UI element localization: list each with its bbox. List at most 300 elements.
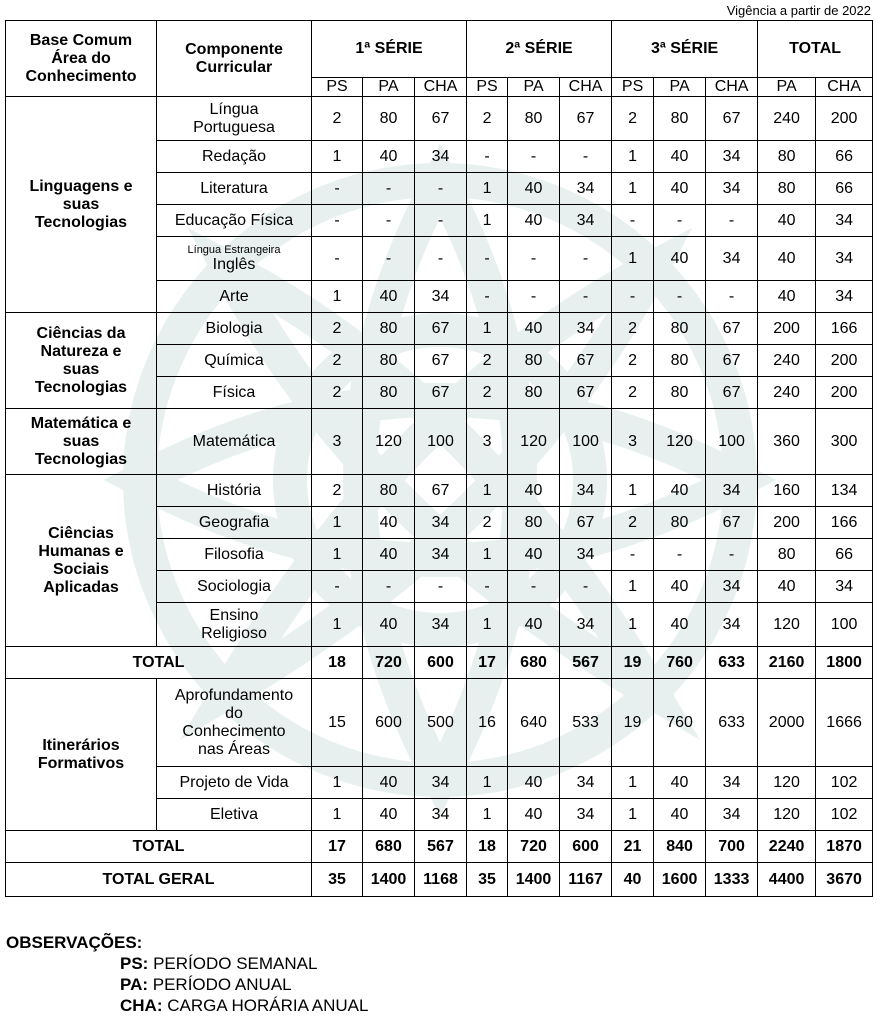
value-cell — [508, 409, 560, 475]
value-cell — [467, 507, 508, 539]
cell-line: Sociologia — [197, 577, 271, 595]
cell-value: 680 — [520, 653, 547, 671]
cell-value: - — [437, 211, 444, 229]
cell-value: 533 — [572, 713, 599, 731]
total-value — [706, 647, 758, 679]
cell-value: 34 — [576, 481, 595, 499]
cell-value: 1 — [332, 147, 342, 165]
area-cell — [6, 679, 157, 831]
table-row — [6, 679, 873, 767]
total-value — [560, 863, 612, 897]
cell-value: 1870 — [826, 837, 862, 855]
cell-line: Ciências da — [36, 324, 126, 342]
cell-value: 40 — [777, 287, 796, 305]
componente-cell — [157, 475, 312, 507]
cell-value: 67 — [431, 481, 450, 499]
cell-value: 34 — [431, 805, 450, 823]
total-value — [467, 831, 508, 863]
cell-value: 2160 — [768, 653, 805, 671]
cell-value: 120 — [773, 615, 800, 633]
cell-value: 34 — [722, 577, 741, 595]
cell-value: - — [530, 249, 537, 267]
value-cell — [758, 799, 816, 831]
cell-value: 67 — [722, 383, 741, 401]
value-cell — [508, 475, 560, 507]
cell-value: 40 — [777, 249, 796, 267]
value-cell — [508, 571, 560, 603]
area-cell — [6, 475, 157, 647]
cell-value: PS — [621, 78, 644, 95]
cell-value: 80 — [777, 545, 796, 563]
value-cell — [612, 141, 654, 173]
value-cell — [816, 313, 873, 345]
value-cell — [415, 409, 467, 475]
cell-value: 2 — [628, 383, 638, 401]
cell-value: 40 — [670, 577, 689, 595]
cell-value: - — [484, 147, 490, 165]
value-cell — [363, 507, 415, 539]
cell-value: 2 — [628, 109, 638, 127]
cell-value: 680 — [375, 837, 402, 855]
value-cell — [363, 205, 415, 237]
cell-value: 34 — [576, 615, 595, 633]
cell-value: 200 — [773, 513, 800, 531]
subheader-ps — [467, 78, 508, 97]
cell-value: 120 — [520, 432, 547, 450]
cell-value: 34 — [576, 179, 595, 197]
value-cell — [560, 377, 612, 409]
cell-value: 80 — [777, 179, 796, 197]
cell-value: - — [676, 287, 683, 305]
observation-pa: PA: PERÍODO ANUAL — [120, 975, 292, 994]
value-cell — [654, 539, 706, 571]
cell-line: Tecnologias — [34, 450, 128, 468]
cell-value: 40 — [379, 773, 398, 791]
cell-value: 40 — [670, 805, 689, 823]
value-cell — [508, 141, 560, 173]
cell-value: TOTAL — [132, 653, 185, 671]
cell-value: 40 — [379, 287, 398, 305]
cell-value: - — [582, 577, 589, 595]
cell-value: 67 — [576, 383, 595, 401]
value-cell — [508, 767, 560, 799]
value-cell — [467, 173, 508, 205]
value-cell — [467, 237, 508, 281]
cell-value: CHA — [423, 78, 458, 95]
cell-value: 102 — [830, 805, 858, 823]
total-value — [312, 863, 363, 897]
cell-value: 1 — [628, 805, 638, 823]
value-cell — [415, 173, 467, 205]
value-cell — [415, 281, 467, 313]
value-cell — [654, 205, 706, 237]
cell-value: 1 — [332, 773, 342, 791]
componente-cell — [157, 539, 312, 571]
cell-value: 16 — [478, 713, 496, 731]
value-cell — [560, 679, 612, 767]
value-cell — [706, 507, 758, 539]
value-cell — [758, 345, 816, 377]
cell-value: 240 — [773, 351, 800, 369]
total-value — [706, 831, 758, 863]
cell-value: 40 — [524, 319, 543, 337]
value-cell — [560, 603, 612, 647]
cell-line: Biologia — [205, 319, 263, 337]
cell-value: 2 — [628, 513, 638, 531]
cell-value: 1 — [332, 513, 342, 531]
value-cell — [816, 507, 873, 539]
cell-line: Linguagens e — [29, 177, 133, 195]
value-cell — [312, 767, 363, 799]
total-value — [816, 863, 873, 897]
value-cell — [467, 313, 508, 345]
componente-cell — [157, 603, 312, 647]
value-cell — [706, 237, 758, 281]
value-cell — [560, 507, 612, 539]
value-cell — [706, 767, 758, 799]
cell-line: História — [206, 481, 262, 499]
cell-value: 80 — [379, 109, 398, 127]
cell-value: - — [629, 545, 636, 563]
cell-value: - — [437, 249, 444, 267]
cell-line: Conhecimento — [182, 722, 286, 740]
cell-value: PA — [669, 78, 690, 95]
cell-value: 633 — [718, 653, 745, 671]
cell-value: 34 — [722, 615, 741, 633]
cell-value: 40 — [379, 545, 398, 563]
value-cell — [816, 281, 873, 313]
value-cell — [508, 205, 560, 237]
cell-value: - — [437, 179, 444, 197]
value-cell — [612, 281, 654, 313]
value-cell — [758, 141, 816, 173]
cell-value: 160 — [773, 481, 800, 499]
componente-cell — [157, 97, 312, 141]
cell-value: 1 — [628, 773, 638, 791]
total-row — [6, 831, 873, 863]
componente-cell — [157, 141, 312, 173]
cell-value: 1600 — [661, 870, 698, 888]
total-value — [415, 831, 467, 863]
cell-line: Área do — [51, 49, 111, 67]
total-value — [312, 831, 363, 863]
cell-value: 66 — [835, 179, 853, 197]
componente-cell — [157, 679, 312, 767]
total-value — [758, 647, 816, 679]
cell-value: 40 — [670, 179, 689, 197]
cell-line: Matemática e — [30, 414, 132, 432]
cell-value: 1 — [628, 481, 638, 499]
total-value — [758, 863, 816, 897]
value-cell — [415, 539, 467, 571]
total-value — [467, 863, 508, 897]
value-cell — [816, 173, 873, 205]
cell-value: 34 — [576, 545, 595, 563]
value-cell — [816, 767, 873, 799]
value-cell — [706, 603, 758, 647]
cell-value: 80 — [670, 319, 689, 337]
cell-value: 40 — [670, 773, 689, 791]
value-cell — [612, 679, 654, 767]
value-cell — [312, 377, 363, 409]
value-cell — [706, 571, 758, 603]
value-cell — [312, 679, 363, 767]
value-cell — [312, 539, 363, 571]
cell-value: 760 — [666, 713, 693, 731]
value-cell — [816, 539, 873, 571]
value-cell — [706, 205, 758, 237]
value-cell — [654, 97, 706, 141]
cell-value: 40 — [670, 615, 689, 633]
value-cell — [312, 475, 363, 507]
subheader-total-pa — [758, 78, 816, 97]
value-cell — [816, 377, 873, 409]
cell-line: Portuguesa — [193, 118, 275, 136]
cell-value: 240 — [773, 383, 800, 401]
value-cell — [363, 173, 415, 205]
value-cell — [758, 679, 816, 767]
cell-value: - — [728, 287, 735, 305]
cell-value: - — [334, 211, 340, 229]
cell-value: 18 — [328, 653, 346, 671]
total-value — [612, 647, 654, 679]
value-cell — [758, 377, 816, 409]
cell-value: 2000 — [768, 713, 805, 731]
value-cell — [612, 539, 654, 571]
cell-value: 80 — [379, 481, 398, 499]
cell-line: Religioso — [201, 624, 267, 642]
cell-line: Humanas e — [38, 542, 124, 560]
value-cell — [654, 345, 706, 377]
total-value — [816, 831, 873, 863]
cell-value: 166 — [830, 513, 858, 531]
cell-value: 700 — [718, 837, 745, 855]
cell-line: Arte — [219, 287, 249, 305]
value-cell — [508, 539, 560, 571]
cell-value: TOTAL — [789, 40, 842, 57]
value-cell — [758, 409, 816, 475]
cell-value: - — [484, 249, 490, 267]
cell-value: 15 — [328, 713, 346, 731]
cell-value: 1 — [482, 481, 492, 499]
cell-line: Física — [212, 383, 256, 401]
cell-value: 35 — [478, 870, 496, 888]
value-cell — [312, 173, 363, 205]
cell-value: 40 — [670, 249, 689, 267]
cell-value: PA — [523, 78, 544, 95]
value-cell — [758, 571, 816, 603]
cell-value: 2 — [628, 351, 638, 369]
cell-value: 67 — [722, 351, 741, 369]
total-value — [467, 647, 508, 679]
value-cell — [758, 237, 816, 281]
cell-value: 1 — [628, 249, 638, 267]
value-cell — [654, 799, 706, 831]
cell-line: Filosofia — [204, 545, 264, 563]
cell-line: Ciências — [48, 524, 114, 542]
cell-value: 35 — [328, 870, 346, 888]
cell-line: suas — [62, 432, 100, 450]
cell-line: Formativos — [37, 754, 125, 772]
value-cell — [560, 97, 612, 141]
value-cell — [363, 377, 415, 409]
value-cell — [758, 539, 816, 571]
value-cell — [612, 205, 654, 237]
value-cell — [560, 767, 612, 799]
cell-value: 80 — [524, 351, 543, 369]
total-value — [816, 647, 873, 679]
total-value — [654, 831, 706, 863]
value-cell — [654, 409, 706, 475]
subheader-cha — [706, 78, 758, 97]
validity-note: Vigência a partir de 2022 — [726, 3, 871, 18]
cell-value: 633 — [718, 713, 745, 731]
value-cell — [312, 571, 363, 603]
cell-value: 166 — [830, 319, 858, 337]
value-cell — [612, 571, 654, 603]
value-cell — [654, 603, 706, 647]
cell-value: - — [582, 147, 589, 165]
cell-value: 40 — [670, 481, 689, 499]
area-cell — [6, 97, 157, 313]
cell-value: - — [582, 249, 589, 267]
total-value — [363, 647, 415, 679]
cell-value: 1 — [332, 615, 342, 633]
cell-value: 3 — [628, 432, 638, 450]
cell-value: 4400 — [768, 870, 805, 888]
cell-line: suas — [62, 360, 100, 378]
cell-value: 67 — [576, 513, 595, 531]
componente-cell — [157, 571, 312, 603]
cell-value: 600 — [427, 653, 454, 671]
cell-line: Aprofundamento — [174, 686, 294, 704]
value-cell — [758, 603, 816, 647]
value-cell — [816, 97, 873, 141]
value-cell — [363, 313, 415, 345]
header-total — [758, 21, 873, 78]
cell-value: 200 — [830, 109, 858, 127]
cell-value: - — [530, 287, 537, 305]
cell-value: 67 — [431, 351, 450, 369]
value-cell — [312, 281, 363, 313]
value-cell — [612, 799, 654, 831]
cell-value: 67 — [431, 319, 450, 337]
value-cell — [612, 409, 654, 475]
value-cell — [508, 173, 560, 205]
cell-value: TOTAL — [132, 837, 185, 855]
value-cell — [312, 603, 363, 647]
value-cell — [467, 475, 508, 507]
total-value — [508, 831, 560, 863]
componente-cell — [157, 345, 312, 377]
cell-value: 34 — [722, 481, 741, 499]
componente-cell — [157, 237, 312, 281]
cell-value: 1 — [482, 773, 492, 791]
cell-value: 67 — [576, 351, 595, 369]
value-cell — [560, 799, 612, 831]
componente-cell — [157, 205, 312, 237]
value-cell — [312, 799, 363, 831]
cell-value: - — [530, 147, 537, 165]
value-cell — [654, 141, 706, 173]
total-value — [654, 863, 706, 897]
value-cell — [312, 205, 363, 237]
cell-value: - — [629, 211, 636, 229]
curriculum-grid-table — [5, 20, 873, 897]
cell-value: 100 — [830, 615, 858, 633]
cell-value: 1ª SÉRIE — [355, 40, 423, 57]
cell-value: 34 — [431, 615, 450, 633]
cell-value: 2 — [482, 513, 492, 531]
value-cell — [654, 173, 706, 205]
value-cell — [560, 281, 612, 313]
cell-value: 19 — [623, 653, 642, 671]
cell-value: 34 — [431, 147, 450, 165]
value-cell — [415, 767, 467, 799]
value-cell — [654, 237, 706, 281]
value-cell — [508, 313, 560, 345]
componente-cell — [157, 377, 312, 409]
cell-value: 3670 — [826, 870, 862, 888]
cell-value: - — [728, 211, 735, 229]
cell-value: CHA — [827, 78, 861, 95]
cell-value: 134 — [830, 481, 858, 499]
cell-value: 760 — [666, 653, 693, 671]
value-cell — [612, 97, 654, 141]
cell-value: 40 — [777, 577, 796, 595]
cell-value: 2 — [482, 109, 492, 127]
cell-value: 17 — [328, 837, 346, 855]
value-cell — [816, 679, 873, 767]
table-row — [6, 409, 873, 475]
subheader-ps — [312, 78, 363, 97]
cell-value: 500 — [427, 713, 454, 731]
cell-line: Sociais — [52, 560, 110, 578]
value-cell — [758, 97, 816, 141]
value-cell — [612, 173, 654, 205]
value-cell — [312, 345, 363, 377]
cell-value: 2ª SÉRIE — [505, 40, 573, 57]
cell-value: - — [437, 577, 444, 595]
cell-value: 2240 — [768, 837, 805, 855]
value-cell — [654, 767, 706, 799]
value-cell — [312, 97, 363, 141]
value-cell — [758, 475, 816, 507]
value-cell — [612, 313, 654, 345]
cell-value: 1 — [628, 577, 638, 595]
total-value — [612, 863, 654, 897]
value-cell — [363, 237, 415, 281]
cell-value: - — [728, 545, 735, 563]
cell-line: Matemática — [192, 432, 276, 450]
cell-value: - — [629, 287, 636, 305]
subheader-total-cha — [816, 78, 873, 97]
table-row — [6, 475, 873, 507]
header-componente — [157, 21, 312, 97]
value-cell — [816, 237, 873, 281]
value-cell — [560, 539, 612, 571]
cell-value: 80 — [670, 351, 689, 369]
cell-value: 1 — [628, 147, 638, 165]
cell-line: Inglês — [212, 255, 256, 273]
cell-value: - — [334, 179, 340, 197]
value-cell — [706, 539, 758, 571]
value-cell — [560, 313, 612, 345]
value-cell — [654, 377, 706, 409]
value-cell — [363, 475, 415, 507]
value-cell — [363, 571, 415, 603]
subheader-ps — [612, 78, 654, 97]
